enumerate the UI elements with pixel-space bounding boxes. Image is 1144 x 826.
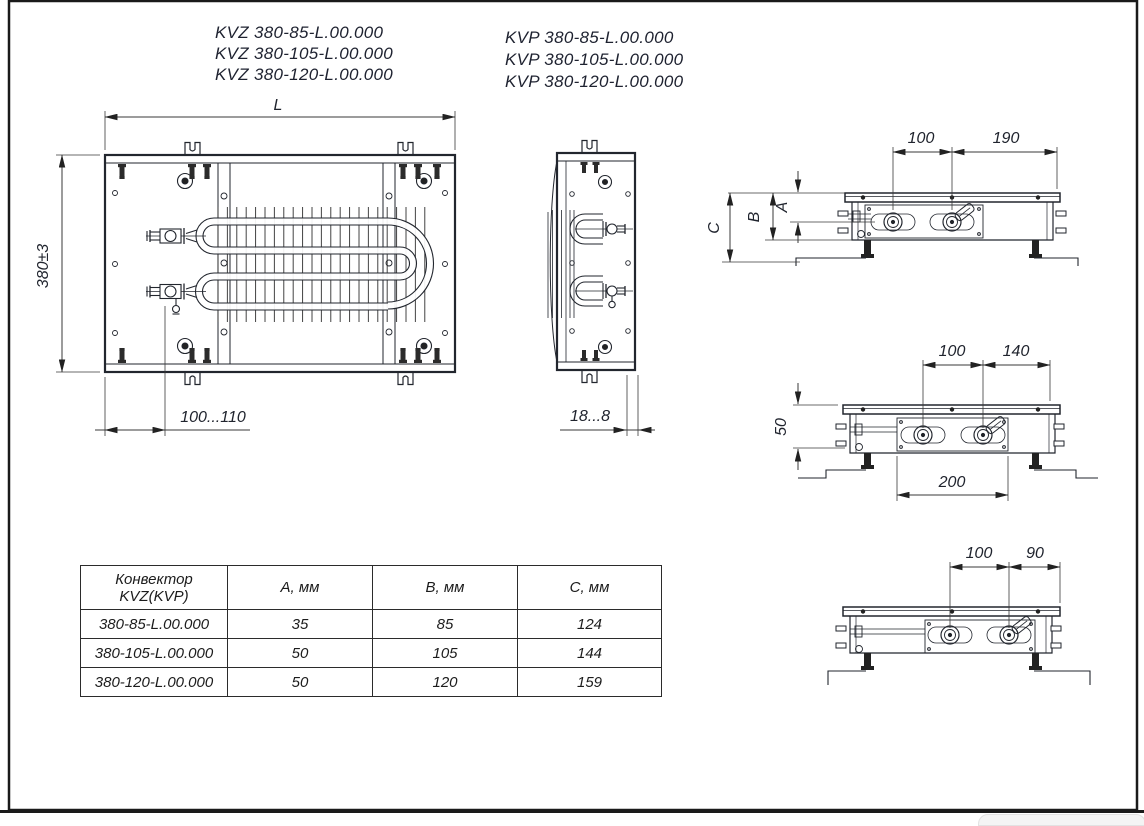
title-line: KVZ 380-105-L.00.000 <box>215 44 394 63</box>
pipe-stub <box>850 424 897 435</box>
dim-elev1-a: A <box>774 201 791 213</box>
header-b: B, мм <box>373 566 518 610</box>
dim-elev3-d1: 100 <box>965 545 993 562</box>
dim-elev3-d2: 90 <box>1026 545 1044 562</box>
title-line: KVP 380-85-L.00.000 <box>505 28 674 47</box>
header-convector: Конвектор KVZ(KVP) <box>81 566 228 610</box>
valve-handle-icon <box>1011 615 1032 634</box>
elevation-view-2 <box>798 405 1098 478</box>
dim-gap: 18...8 <box>569 408 611 425</box>
mounting-bracket-icon <box>582 141 597 383</box>
elevation-view-3 <box>828 607 1090 685</box>
c-cell: 144 <box>518 639 662 668</box>
legs <box>861 453 1042 469</box>
title-kvz-models <box>215 22 393 85</box>
a-cell: 35 <box>228 610 373 639</box>
b-cell: 120 <box>373 668 518 697</box>
dimensions-table <box>80 565 662 697</box>
b-cell: 85 <box>373 610 518 639</box>
bottom-right-partial-widget <box>978 814 1144 826</box>
end-bolts <box>838 211 1066 238</box>
c-cell: 159 <box>518 668 662 697</box>
dim-height: 380±3 <box>35 243 52 289</box>
table-row <box>81 668 662 697</box>
table-row <box>81 610 662 639</box>
dim-elev2-h: 50 <box>773 418 790 436</box>
legs <box>861 653 1042 670</box>
dim-elev2-span: 200 <box>938 474 966 491</box>
port-connection <box>871 202 975 231</box>
model-cell: 380-105-L.00.000 <box>81 639 228 668</box>
elevation-1-dimensions <box>706 130 1057 262</box>
model-cell: 380-85-L.00.000 <box>81 610 228 639</box>
table-row <box>81 639 662 668</box>
end-bolts <box>836 424 1064 451</box>
dim-elev1-c: C <box>706 222 723 234</box>
dim-valve-offset: 100...110 <box>180 409 246 426</box>
port-connection <box>901 415 1006 444</box>
plan-view <box>105 143 455 385</box>
b-cell: 105 <box>373 639 518 668</box>
dim-elev1-d1: 100 <box>907 130 935 147</box>
screw-icon <box>599 176 612 354</box>
pipe-stub <box>850 626 925 637</box>
model-cell: 380-120-L.00.000 <box>81 668 228 697</box>
elevation-2-dimensions <box>773 343 1050 501</box>
table-header-row <box>81 566 662 610</box>
dim-elev1-b: B <box>746 211 763 223</box>
valve-icon <box>146 228 206 244</box>
title-line: KVP 380-105-L.00.000 <box>505 50 684 69</box>
header-a: A, мм <box>228 566 373 610</box>
a-cell: 50 <box>228 668 373 697</box>
end-view <box>548 141 635 383</box>
title-line: KVZ 380-85-L.00.000 <box>215 23 384 42</box>
end-tube-lower <box>570 276 633 308</box>
end-tube-upper <box>570 214 633 244</box>
title-line: KVP 380-120-L.00.000 <box>505 72 684 91</box>
c-cell: 124 <box>518 610 662 639</box>
a-cell: 50 <box>228 639 373 668</box>
dim-elev2-d1: 100 <box>938 343 966 360</box>
dim-length: L <box>273 97 283 114</box>
title-kvp-models <box>505 27 683 93</box>
end-dimensions <box>560 375 655 436</box>
dim-elev2-d2: 140 <box>1002 343 1030 360</box>
legs <box>861 240 1042 258</box>
dim-elev1-d2: 190 <box>992 130 1020 147</box>
elevation-view-1 <box>796 193 1078 266</box>
header-c: C, мм <box>518 566 662 610</box>
title-line: KVZ 380-120-L.00.000 <box>215 65 394 84</box>
mounting-studs <box>581 162 600 361</box>
